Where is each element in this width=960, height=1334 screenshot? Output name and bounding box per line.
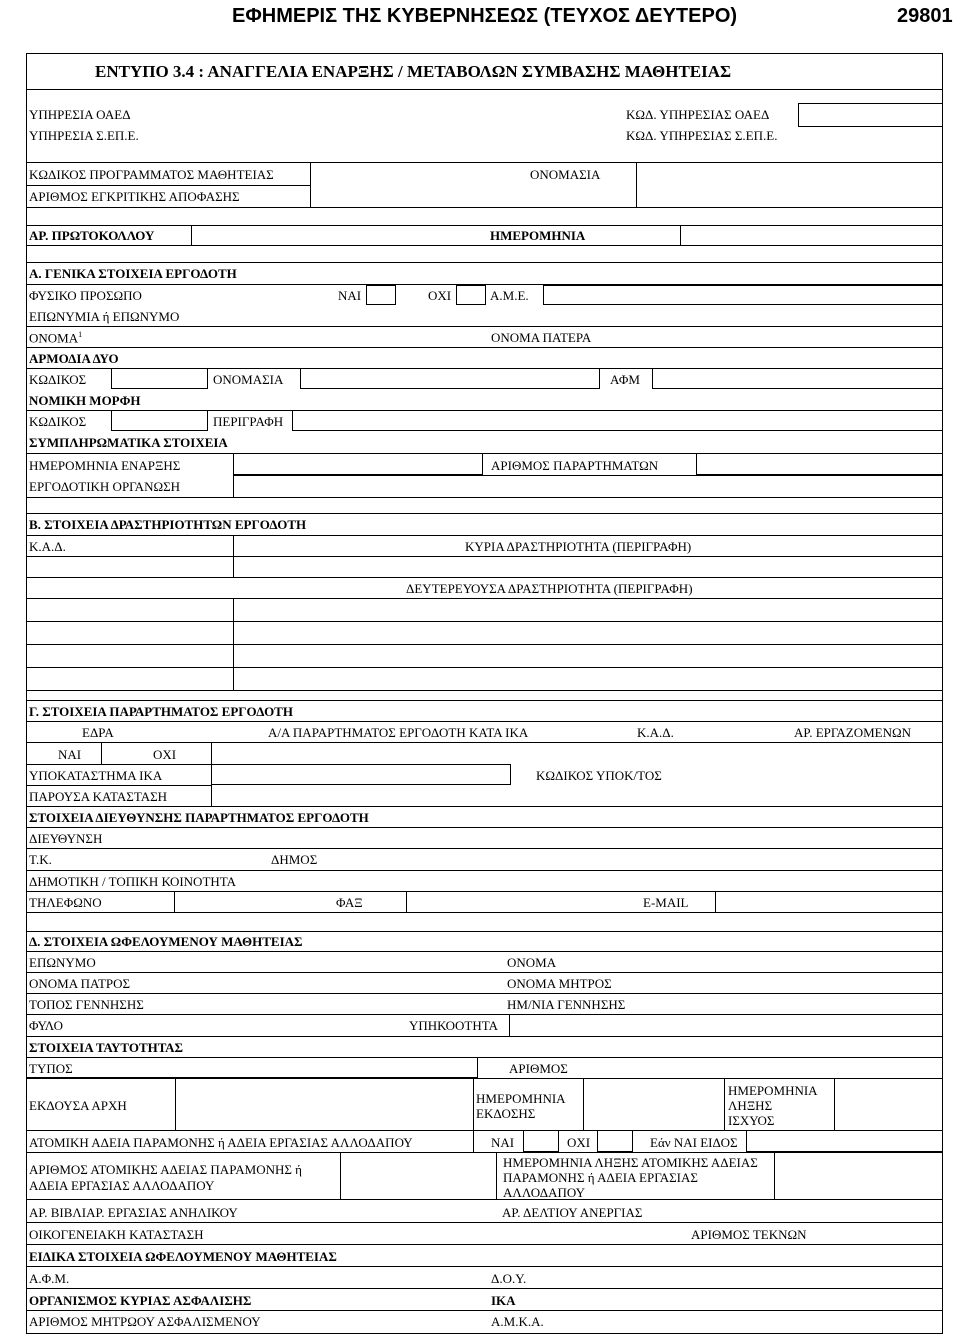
permit-number-field[interactable] (340, 1152, 497, 1199)
label-main-activity: ΚΥΡΙΑ ΔΡΑΣΤΗΡΙΟΤΗΤΑ (ΠΕΡΙΓΡΑΦΗ) (465, 539, 692, 554)
label-id-number: ΑΡΙΘΜΟΣ (509, 1061, 568, 1076)
label-expiry-1: ΗΜΕΡΟΜΗΝΙΑ (728, 1083, 818, 1098)
label-permit-no-2: ΑΔΕΙΑ ΕΡΓΑΣΙΑΣ ΑΛΛΟΔΑΠΟΥ (29, 1178, 215, 1193)
divider (26, 951, 943, 952)
label-doy: ΑΡΜΟΔΙΑ ΔΥΟ (29, 351, 119, 366)
checkbox-permit-yes[interactable] (523, 1130, 559, 1152)
afm-field[interactable] (652, 368, 943, 389)
label-protocol-number: ΑΡ. ΠΡΩΤΟΚΟΛΛΟΥ (29, 228, 155, 243)
label-expiry-2: ΛΗΞΗΣ (728, 1098, 773, 1113)
label-branch-count: ΑΡΙΘΜΟΣ ΠΑΡΑΡΤΗΜΑΤΩΝ (491, 458, 659, 473)
checkbox-permit-no[interactable] (597, 1130, 633, 1152)
label-ika-branch: ΥΠΟΚΑΤΑΣΤΗΜΑ ΙΚΑ (29, 768, 163, 783)
divider (680, 225, 681, 246)
label-seat-no: ΟΧΙ (153, 747, 177, 762)
protocol-box (26, 225, 943, 246)
divider (26, 556, 943, 557)
divider (26, 89, 943, 90)
label-expiry-3: ΙΣΧΥΟΣ (728, 1113, 775, 1128)
divider (26, 993, 943, 994)
divider (26, 1078, 943, 1079)
label-permit-exp-3: ΑΛΛΟΔΑΠΟΥ (503, 1185, 586, 1200)
divider (26, 891, 943, 892)
divider (26, 326, 943, 327)
divider (26, 785, 211, 786)
divider (26, 535, 943, 536)
page-number: 29801 (897, 5, 953, 27)
divider (26, 1288, 943, 1289)
divider (174, 891, 175, 913)
id-type-field[interactable] (26, 1057, 478, 1078)
label-ika-branch-code: ΚΩΔΙΚΟΣ ΥΠΟΚ/ΤΟΣ (536, 768, 662, 783)
divider (26, 1036, 943, 1037)
code-oaed-field[interactable] (798, 103, 943, 127)
label-phone: ΤΗΛΕΦΩΝΟ (29, 895, 102, 910)
divider (26, 1266, 943, 1267)
divider (715, 891, 716, 913)
divider (583, 1078, 584, 1130)
divider (26, 806, 943, 807)
divider (26, 827, 943, 828)
label-id-title: ΣΤΟΙΧΕΙΑ ΤΑΥΤΟΤΗΤΑΣ (29, 1040, 184, 1055)
label-issue-date-1: ΗΜΕΡΟΜΗΝΙΑ (476, 1091, 566, 1106)
form-title: ΕΝΤΥΠΟ 3.4 : ΑΝΑΓΓΕΛΙΑ ΕΝΑΡΞΗΣ / ΜΕΤΑΒΟΛΩΝ ΣΥΜΒΑΣΗΣ ΜΑΘΗΤΕΙΑΣ (95, 62, 732, 81)
label-insurer: ΟΡΓΑΝΙΣΜΟΣ ΚΥΡΙΑΣ ΑΣΦΑΛΙΣΗΣ (29, 1293, 252, 1308)
label-permit: ΑΤΟΜΙΚΗ ΑΔΕΙΑ ΠΑΡΑΜΟΝΗΣ ή ΑΔΕΙΑ ΕΡΓΑΣΙΑΣ ΑΛΛΟΔΑΠΟΥ (29, 1135, 413, 1150)
label-legal-code: ΚΩΔΙΚΟΣ (29, 414, 87, 429)
divider (473, 1130, 474, 1152)
label-seat-yes: ΝΑΙ (58, 747, 82, 762)
label-registry: ΑΡΙΘΜΟΣ ΜΗΤΡΩΟΥ ΑΣΦΑΛΙΣΜΕΝΟΥ (29, 1314, 261, 1329)
label-branch-kad: Κ.Α.Δ. (637, 725, 674, 740)
label-marital: ΟΙΚΟΓΕΝΕΙΑΚΗ ΚΑΤΑΣΤΑΣΗ (29, 1227, 204, 1242)
divider (26, 764, 211, 765)
divider (724, 1078, 725, 1130)
label-seat: ΕΔΡΑ (82, 725, 114, 740)
label-description: ΠΕΡΙΓΡΑΦΗ (213, 414, 284, 429)
divider (26, 577, 943, 578)
label-issue-date-2: ΕΚΔΟΣΗΣ (476, 1106, 536, 1121)
divider (26, 742, 943, 743)
program-code-field[interactable] (310, 162, 497, 208)
start-date-field[interactable] (233, 453, 483, 475)
label-father-name: ΟΝΟΜΑ ΠΑΤΕΡΑ (491, 330, 592, 345)
label-permit-exp-2: ΠΑΡΑΜΟΝΗΣ ή ΑΔΕΙΑ ΕΡΓΑΣΙΑΣ (503, 1170, 698, 1185)
label-naming: ΟΝΟΜΑΣΙΑ (213, 372, 284, 387)
label-postal: Τ.Κ. (29, 852, 52, 867)
doy-name-field[interactable] (300, 368, 600, 389)
label-name: ΟΝΟΜΑ (507, 955, 557, 970)
permit-type-field[interactable] (746, 1130, 943, 1152)
divider (509, 1014, 510, 1036)
section-c-title: Γ. ΣΤΟΙΧΕΙΑ ΠΑΡΑΡΤΗΜΑΤΟΣ ΕΡΓΟΔΟΤΗ (29, 704, 293, 719)
label-permit-no: ΟΧΙ (567, 1135, 591, 1150)
label-email: E-MAIL (643, 895, 689, 910)
footnote-marker: 1 (78, 330, 83, 339)
label-branch-no: Α/Α ΠΑΡΑΡΤΗΜΑΤΟΣ ΕΡΓΟΔΟΤΗ ΚΑΤΑ ΙΚΑ (268, 725, 529, 740)
divider (26, 848, 943, 849)
label-sepe: ΥΠΗΡΕΣΙΑ Σ.ΕΠ.Ε. (29, 128, 139, 143)
label-code: ΚΩΔΙΚΟΣ (29, 372, 87, 387)
label-beneficiary-doy: Δ.Ο.Υ. (491, 1271, 527, 1286)
section-b-title: Β. ΣΤΟΙΧΕΙΑ ΔΡΑΣΤΗΡΙΟΤΗΤΩΝ ΕΡΓΟΔΟΤΗ (29, 517, 307, 532)
label-secondary-activity: ΔΕΥΤΕΡΕΥΟΥΣΑ ΔΡΑΣΤΗΡΙΟΤΗΤΑ (ΠΕΡΙΓΡΑΦΗ) (406, 581, 693, 596)
label-municipality: ΔΗΜΟΣ (271, 852, 318, 867)
label-program-name: ΟΝΟΜΑΣΙΑ (530, 167, 601, 182)
label-community: ΔΗΜΟΤΙΚΗ / ΤΟΠΙΚΗ ΚΟΙΝΟΤΗΤΑ (29, 874, 237, 889)
divider (26, 870, 943, 871)
label-unemployment: ΑΡ. ΔΕΛΤΙΟΥ ΑΝΕΡΓΙΑΣ (502, 1205, 643, 1220)
label-company-name: ΕΠΩΝΥΜΙΑ ή ΕΠΩΝΥΜΟ (29, 309, 180, 324)
program-name-field[interactable] (636, 162, 943, 208)
label-code-oaed: ΚΩΔ. ΥΠΗΡΕΣΙΑΣ ΟΑΕΔ (626, 107, 770, 122)
label-minor-book: ΑΡ. ΒΙΒΛΙΑΡ. ΕΡΓΑΣΙΑΣ ΑΝΗΛΙΚΟΥ (29, 1205, 238, 1220)
label-fax: ΦΑΞ (336, 895, 363, 910)
label-afm: ΑΦΜ (610, 372, 640, 387)
divider (26, 185, 311, 186)
label-gender: ΦΥΛΟ (29, 1018, 64, 1033)
label-supplementary: ΣΥΜΠΛΗΡΩΜΑΤΙΚΑ ΣΤΟΙΧΕΙΑ (29, 435, 228, 450)
label-legal-form: ΝΟΜΙΚΗ ΜΟΡΦΗ (29, 393, 141, 408)
label-employees: ΑΡ. ΕΡΓΑΖΟΜΕΝΩΝ (794, 725, 912, 740)
legal-description-field[interactable] (292, 410, 943, 431)
legal-code-field[interactable] (111, 410, 208, 431)
divider (26, 1310, 943, 1311)
label-id-type: ΤΥΠΟΣ (29, 1061, 73, 1076)
checkbox-natural-no[interactable] (456, 285, 486, 305)
checkbox-natural-yes[interactable] (366, 285, 396, 305)
label-permit-yes: ΝΑΙ (491, 1135, 515, 1150)
divider (26, 721, 943, 722)
divider (191, 225, 192, 246)
label-ame: Α.Μ.Ε. (490, 288, 529, 303)
label-special-title: ΕΙΔΙΚΑ ΣΤΟΙΧΕΙΑ ΩΦΕΛΟΥΜΕΝΟΥ ΜΑΘΗΤΕΙΑΣ (29, 1249, 337, 1264)
label-code-sepe: ΚΩΔ. ΥΠΗΡΕΣΙΑΣ Σ.ΕΠ.Ε. (626, 128, 778, 143)
divider (406, 891, 407, 913)
divider (26, 644, 943, 645)
divider (26, 667, 943, 668)
label-surname: ΕΠΩΝΥΜΟ (29, 955, 96, 970)
label-address: ΔΙΕΥΘΥΝΣΗ (29, 831, 103, 846)
ame-field[interactable] (543, 285, 943, 305)
label-yes: ΝΑΙ (338, 288, 362, 303)
divider (26, 1222, 943, 1223)
label-protocol-date: ΗΜΕΡΟΜΗΝΙΑ (490, 228, 586, 243)
divider (26, 347, 943, 348)
label-issuing-authority: ΕΚΔΟΥΣΑ ΑΡΧΗ (29, 1098, 127, 1113)
section-a-title: Α. ΓΕΝΙΚΑ ΣΤΟΙΧΕΙΑ ΕΡΓΟΔΟΤΗ (29, 266, 237, 281)
label-children: ΑΡΙΘΜΟΣ ΤΕΚΝΩΝ (691, 1227, 807, 1242)
label-no: ΟΧΙ (428, 288, 452, 303)
divider (26, 1244, 943, 1245)
branch-count-field[interactable] (696, 453, 943, 475)
gazette-title: ΕΦΗΜΕΡΙΣ ΤΗΣ ΚΥΒΕΡΝΗΣΕΩΣ (ΤΕΥΧΟΣ ΔΕΥΤΕΡΟ) (232, 5, 738, 27)
divider (774, 1152, 775, 1199)
divider (26, 1199, 943, 1200)
divider (26, 972, 943, 973)
label-father: ΟΝΟΜΑ ΠΑΤΡΟΣ (29, 976, 131, 991)
label-amka: Α.Μ.Κ.Α. (491, 1314, 544, 1329)
divider (473, 1078, 474, 1130)
divider (175, 1078, 176, 1130)
label-permit-exp-1: ΗΜΕΡΟΜΗΝΙΑ ΛΗΞΗΣ ΑΤΟΜΙΚΗΣ ΑΔΕΙΑΣ (503, 1155, 758, 1170)
label-oaed: ΥΠΗΡΕΣΙΑ ΟΑΕΔ (29, 107, 131, 122)
label-birthdate: ΗΜ/ΝΙΑ ΓΕΝΝΗΣΗΣ (507, 997, 626, 1012)
label-ika: ΙΚΑ (491, 1293, 516, 1308)
label-address-title: ΣΤΟΙΧΕΙΑ ΔΙΕΥΘΥΝΣΗΣ ΠΑΡΑΡΤΗΜΑΤΟΣ ΕΡΓΟΔΟΤΗ (29, 810, 369, 825)
divider (834, 1078, 835, 1130)
label-beneficiary-afm: Α.Φ.Μ. (29, 1271, 70, 1286)
label-kad: Κ.Α.Δ. (29, 539, 66, 554)
label-mother: ΟΝΟΜΑ ΜΗΤΡΟΣ (507, 976, 612, 991)
label-permit-no-1: ΑΡΙΘΜΟΣ ΑΤΟΜΙΚΗΣ ΑΔΕΙΑΣ ΠΑΡΑΜΟΝΗΣ ή (29, 1162, 302, 1177)
divider (101, 742, 102, 764)
section-d-title: Δ. ΣΤΟΙΧΕΙΑ ΩΦΕΛΟΥΜΕΝΟΥ ΜΑΘΗΤΕΙΑΣ (29, 934, 303, 949)
label-status: ΠΑΡΟΥΣΑ ΚΑΤΑΣΤΑΣΗ (29, 789, 168, 804)
divider (26, 1014, 943, 1015)
label-first-name: ΟΝΟΜΑ$^1$ (29, 330, 83, 346)
label-nationality: ΥΠΗΚΟΟΤΗΤΑ (409, 1018, 499, 1033)
ika-branch-field[interactable] (211, 764, 511, 785)
label-if-yes: Εάν ΝΑΙ ΕΙΔΟΣ (650, 1135, 738, 1150)
label-start-date: ΗΜΕΡΟΜΗΝΙΑ ΕΝΑΡΞΗΣ (29, 458, 181, 473)
label-decision-number: ΑΡΙΘΜΟΣ ΕΓΚΡΙΤΙΚΗΣ ΑΠΟΦΑΣΗΣ (29, 189, 240, 204)
employer-org-field[interactable] (233, 475, 943, 498)
divider (26, 598, 943, 599)
label-program-code: ΚΩΔΙΚΟΣ ΠΡΟΓΡΑΜΜΑΤΟΣ ΜΑΘΗΤΕΙΑΣ (29, 167, 274, 182)
doy-code-field[interactable] (111, 368, 208, 389)
label-birthplace: ΤΟΠΟΣ ΓΕΝΝΗΣΗΣ (29, 997, 144, 1012)
divider (26, 621, 943, 622)
label-employer-org: ΕΡΓΟΔΟΤΙΚΗ ΟΡΓΑΝΩΣΗ (29, 479, 181, 494)
label-natural-person: ΦΥΣΙΚΟ ΠΡΟΣΩΠΟ (29, 288, 142, 303)
